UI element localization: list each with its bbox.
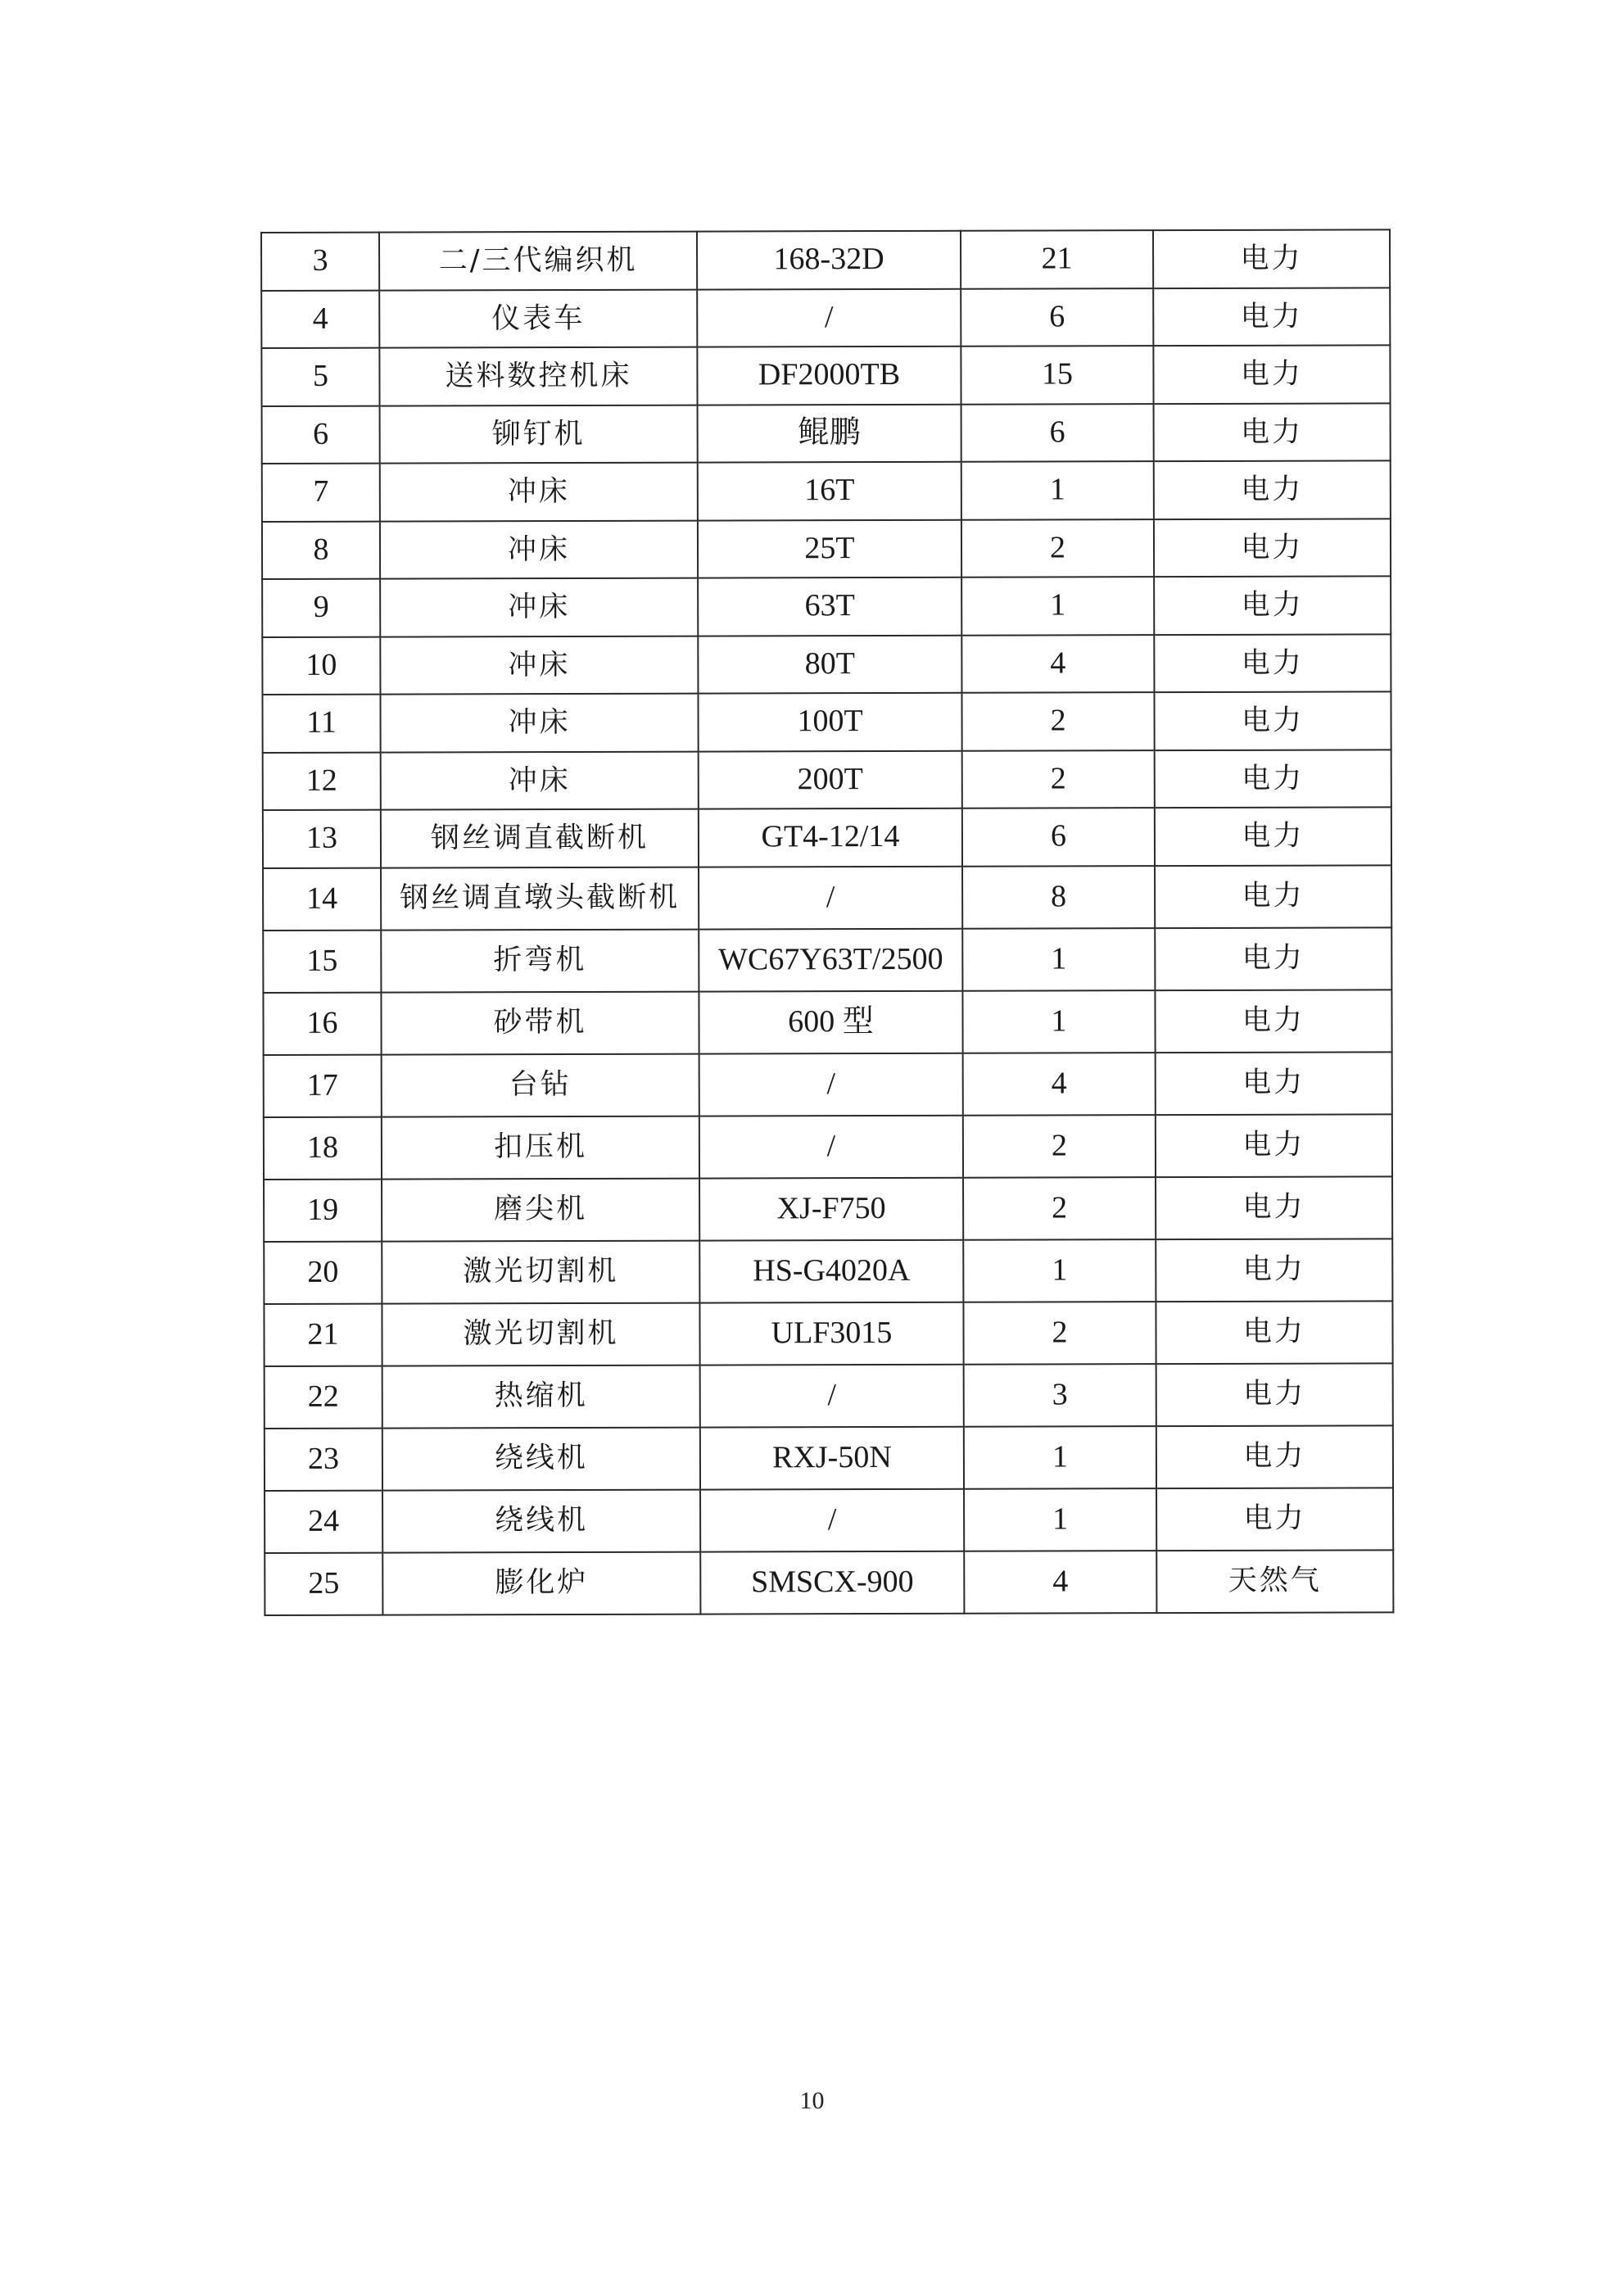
table-row	[262, 460, 1391, 521]
model-cell: DF2000TB	[697, 346, 961, 405]
quantity-cell: 4	[963, 1053, 1156, 1116]
row-number-cell: 23	[265, 1428, 382, 1490]
model-cell: /	[700, 1364, 964, 1427]
energy-type-cell: 电力	[1156, 1488, 1393, 1551]
energy-type-cell: 电力	[1154, 519, 1391, 577]
row-number-cell: 11	[262, 695, 380, 753]
model-cell: 63T	[698, 577, 961, 636]
quantity-cell: 6	[961, 404, 1154, 462]
quantity-cell: 3	[964, 1364, 1156, 1427]
equipment-name-cell: 绕线机	[382, 1489, 700, 1552]
model-cell: /	[700, 1488, 964, 1551]
quantity-cell: 6	[962, 808, 1155, 866]
energy-type-cell: 电力	[1153, 229, 1390, 288]
table-row	[265, 1550, 1393, 1615]
row-number-cell: 4	[261, 290, 379, 348]
table-row	[264, 1239, 1392, 1304]
model-cell: GT4-12/14	[699, 808, 962, 867]
model-cell: 100T	[698, 693, 961, 751]
row-number-cell: 3	[261, 233, 379, 291]
table-row	[263, 749, 1391, 810]
model-cell: /	[699, 1053, 963, 1116]
equipment-name-cell: 热缩机	[382, 1365, 700, 1428]
energy-type-cell: 电力	[1155, 865, 1391, 928]
table-row	[263, 865, 1391, 931]
row-number-cell: 18	[264, 1116, 382, 1179]
equipment-name-cell: 激光切割机	[382, 1240, 699, 1303]
quantity-cell: 1	[963, 1239, 1156, 1302]
row-number-cell: 12	[263, 752, 381, 810]
table-row	[264, 1301, 1392, 1366]
table-row	[262, 519, 1391, 579]
row-number-cell: 6	[262, 405, 380, 464]
model-cell: RXJ-50N	[700, 1426, 964, 1489]
table-row	[263, 807, 1391, 867]
energy-type-cell: 电力	[1156, 1425, 1393, 1488]
quantity-cell: 2	[963, 1302, 1156, 1365]
equipment-name-cell: 绕线机	[382, 1427, 700, 1490]
model-cell: /	[699, 1115, 963, 1178]
equipment-name-cell: 冲床	[380, 463, 698, 522]
table-row	[261, 288, 1390, 348]
equipment-name-cell: 钢丝调直墩头截断机	[381, 867, 699, 930]
equipment-name-cell: 砂带机	[381, 991, 699, 1054]
energy-type-cell: 电力	[1154, 576, 1391, 634]
table-row	[264, 1052, 1392, 1117]
model-cell: 16T	[698, 462, 961, 520]
model-cell: 600 型	[699, 990, 962, 1053]
table-row	[263, 927, 1391, 993]
energy-type-cell: 电力	[1156, 1052, 1392, 1115]
row-number-cell: 21	[264, 1303, 382, 1365]
table-row	[262, 634, 1391, 695]
table-row	[265, 1363, 1393, 1429]
table-row	[264, 1114, 1392, 1180]
energy-type-cell: 电力	[1155, 927, 1391, 990]
energy-type-cell: 电力	[1154, 691, 1391, 749]
equipment-name-cell: 扣压机	[382, 1116, 699, 1179]
table-row	[261, 229, 1390, 290]
equipment-name-cell: 折弯机	[381, 929, 699, 992]
row-number-cell: 5	[261, 348, 379, 406]
quantity-cell: 1	[962, 990, 1155, 1053]
row-number-cell: 22	[265, 1365, 382, 1428]
energy-type-cell: 电力	[1153, 345, 1390, 403]
energy-type-cell: 电力	[1155, 989, 1391, 1053]
row-number-cell: 24	[265, 1490, 382, 1552]
equipment-name-cell: 二/三代编织机	[379, 232, 697, 291]
equipment-table-body	[261, 229, 1393, 1614]
row-number-cell: 20	[264, 1241, 382, 1303]
energy-type-cell: 电力	[1154, 634, 1391, 692]
equipment-table	[260, 229, 1394, 1615]
quantity-cell: 2	[963, 1177, 1156, 1240]
equipment-name-cell: 激光切割机	[382, 1302, 699, 1365]
row-number-cell: 9	[262, 579, 380, 637]
model-cell: /	[697, 288, 961, 346]
row-number-cell: 10	[262, 636, 380, 695]
quantity-cell: 8	[962, 866, 1155, 929]
table-row	[262, 576, 1391, 636]
quantity-cell: 2	[962, 750, 1155, 808]
model-cell: ULF3015	[699, 1302, 963, 1365]
equipment-name-cell: 送料数控机床	[379, 347, 697, 406]
quantity-cell: 2	[963, 1115, 1156, 1178]
model-cell: XJ-F750	[699, 1177, 963, 1240]
row-number-cell: 7	[262, 464, 380, 522]
energy-type-cell: 天然气	[1156, 1550, 1393, 1613]
table-row	[263, 989, 1391, 1055]
energy-type-cell: 电力	[1155, 807, 1391, 865]
model-cell: SMSCX-900	[700, 1551, 964, 1614]
table-row	[262, 403, 1391, 464]
model-cell: WC67Y63T/2500	[699, 928, 962, 991]
equipment-name-cell: 仪表车	[379, 289, 697, 348]
model-cell: 168-32D	[697, 231, 961, 289]
model-cell: 25T	[698, 519, 961, 577]
energy-type-cell: 电力	[1156, 1114, 1392, 1177]
energy-type-cell: 电力	[1154, 460, 1391, 519]
quantity-cell: 2	[961, 692, 1154, 750]
row-number-cell: 13	[263, 810, 381, 868]
row-number-cell: 19	[264, 1179, 382, 1241]
table-row	[261, 345, 1390, 405]
equipment-name-cell: 冲床	[380, 520, 698, 579]
quantity-cell: 1	[961, 577, 1154, 635]
quantity-cell: 6	[961, 288, 1153, 346]
equipment-name-cell: 冲床	[381, 751, 699, 810]
equipment-name-cell: 冲床	[380, 578, 698, 637]
quantity-cell: 21	[961, 230, 1153, 288]
model-cell: 鲲鹏	[698, 404, 961, 462]
row-number-cell: 14	[263, 867, 381, 930]
energy-type-cell: 电力	[1155, 749, 1391, 808]
quantity-cell: 4	[964, 1551, 1156, 1614]
row-number-cell: 8	[262, 521, 380, 579]
quantity-cell: 1	[962, 928, 1155, 991]
model-cell: 200T	[699, 750, 962, 808]
model-cell: HS-G4020A	[699, 1239, 963, 1302]
row-number-cell: 25	[265, 1552, 382, 1614]
equipment-name-cell: 冲床	[380, 636, 698, 695]
equipment-name-cell: 铆钉机	[380, 405, 698, 464]
quantity-cell: 1	[964, 1488, 1156, 1551]
equipment-name-cell: 磨尖机	[382, 1178, 699, 1241]
quantity-cell: 4	[961, 635, 1154, 693]
row-number-cell: 17	[264, 1054, 382, 1116]
model-cell: 80T	[698, 635, 961, 693]
row-number-cell: 16	[263, 992, 381, 1054]
row-number-cell: 15	[263, 930, 381, 992]
page-number: 10	[799, 2087, 825, 2114]
equipment-name-cell: 冲床	[380, 694, 698, 753]
energy-type-cell: 电力	[1156, 1176, 1392, 1239]
equipment-name-cell: 钢丝调直截断机	[381, 809, 699, 868]
equipment-name-cell: 膨化炉	[382, 1551, 700, 1614]
energy-type-cell: 电力	[1156, 1301, 1392, 1364]
quantity-cell: 2	[961, 519, 1154, 577]
energy-type-cell: 电力	[1156, 1239, 1392, 1302]
energy-type-cell: 电力	[1156, 1363, 1393, 1426]
quantity-cell: 15	[961, 346, 1153, 404]
table-row	[265, 1425, 1393, 1491]
quantity-cell: 1	[964, 1426, 1156, 1489]
table-row	[262, 691, 1391, 752]
quantity-cell: 1	[961, 461, 1154, 519]
table-row	[265, 1488, 1393, 1553]
table-row	[264, 1176, 1392, 1242]
energy-type-cell: 电力	[1154, 403, 1391, 461]
energy-type-cell: 电力	[1153, 288, 1390, 346]
model-cell: /	[699, 866, 962, 929]
equipment-name-cell: 台钻	[382, 1053, 699, 1116]
